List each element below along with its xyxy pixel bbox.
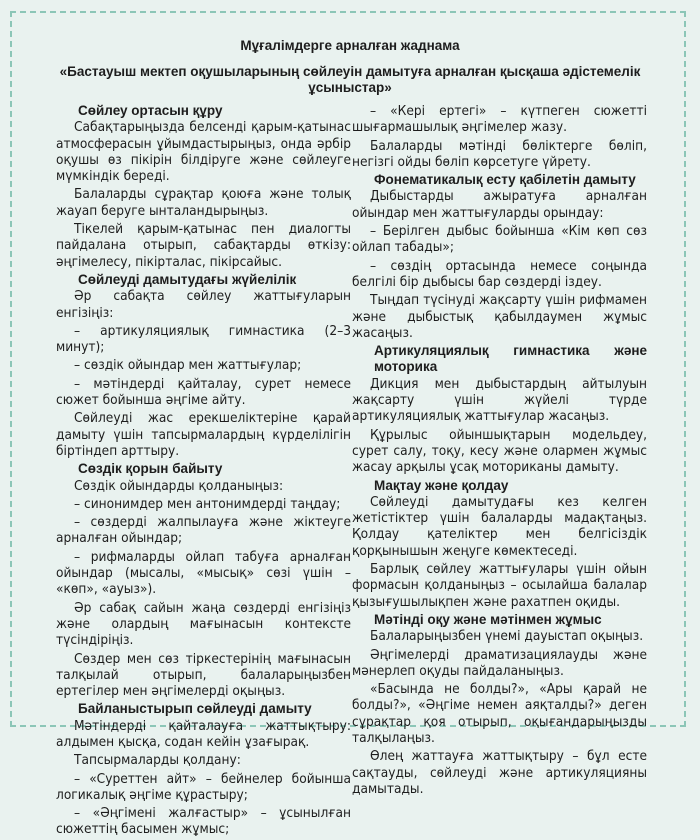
list-item: – сөздік ойындар мен жаттығулар;	[74, 357, 302, 374]
memo-title: Мұғалімдерге арналған жаднама	[240, 38, 460, 53]
paragraph: Тапсырмаларды қолдану:	[74, 752, 241, 769]
list-item: – Берілген дыбыс бойынша «Кім көп сөз ойлап табады»;	[352, 223, 647, 256]
section-heading: Фонематикалық есту қабілетін дамыту	[374, 172, 636, 188]
paragraph: Балаларыңызбен үнемі дауыстап оқыңыз.	[370, 628, 644, 645]
right-column	[352, 103, 647, 799]
paragraph: Тыңдап түсінуді жақсарту үшін рифмамен және дыбыстық қабылдаумен жұмыс жасаңыз.	[352, 292, 647, 341]
paragraph: Сабақтарыңызда белсенді қарым-қатынас атмосферасын ұйымдастырыңыз, онда әрбір оқушы өз пікірін білдіруге және сөйлеуге мүмкіндік береді.	[56, 119, 351, 185]
paragraph: Тікелей қарым-қатынас пен диалогты пайдалана отырып, сабақтарды өткізу: әңгімелесу, пікірталас, пікірсайыс.	[56, 221, 351, 270]
list-item: – рифмаларды ойлап табуға арналған ойындар (мысалы, «мысық» сөзі үшін – «көп», «ауыз»).	[56, 548, 351, 598]
section-heading: Артикуляциялық гимнастика және моторика	[374, 343, 647, 375]
paragraph: Балаларды мәтінді бөліктерге бөліп, негізгі ойды бөліп көрсетуге үйрету.	[352, 137, 647, 170]
paragraph: Құрылыс ойыншықтарын модельдеу, сурет салу, тоқу, кесу және олармен жұмыс жасау арқылы ұсақ моториканы дамыту.	[352, 426, 647, 476]
paragraph: Сөздік ойындарды қолданыңыз:	[74, 477, 284, 494]
paragraph: Әр сабақта сөйлеу жаттығуларын енгізіңіз:	[56, 288, 351, 321]
paragraph: Өлең жаттауға жаттықтыру – бұл есте сақтауды, сөйлеуді және артикуляцияны дамытады.	[352, 748, 647, 797]
section-heading: Мақтау және қолдау	[374, 477, 509, 493]
paragraph: Дикция мен дыбыстардың айтылуын жақсарту үшін жүйелі түрде артикуляциялық жаттығулар жасаңыз.	[352, 375, 647, 425]
paragraph: Балаларды сұрақтар қоюға және толық жауап беруге ынталандырыңыз.	[56, 186, 351, 219]
section-heading: Байланыстырып сөйлеуді дамыту	[78, 701, 312, 717]
paragraph: Дыбыстарды ажыратуға арналған ойындар мен жаттығуларды орындау:	[352, 188, 647, 221]
paragraph: Әңгімелерді драматизациялауды және мәнерлеп оқуды пайдаланыңыз.	[352, 646, 647, 679]
list-item: – «Кері ертегі» – күтпеген сюжетті шығармашылық әңгімелер жазу.	[352, 103, 647, 136]
section-heading: Мәтінді оқу және мәтінмен жұмыс	[374, 611, 602, 627]
left-column	[56, 103, 351, 840]
list-item: – мәтіндерді қайталау, сурет немесе сюжет бойынша әңгіме айту.	[56, 375, 351, 409]
section-heading: Сөйлеуді дамытудағы жүйелілік	[78, 271, 297, 287]
section-heading: Сөздік қорын байыту	[78, 461, 223, 477]
section-heading: Сөйлеу ортасын құру	[78, 103, 223, 118]
memo-subtitle: «Бастауыш мектеп оқушыларының сөйлеуін дамытуға арналған қысқаша әдістемелік ұсыныстар»	[59, 64, 641, 95]
list-item: – артикуляциялық гимнастика (2–3 минут);	[56, 322, 351, 356]
paragraph: Сөйлеуді дамытудағы кез келген жетістіктер үшін балаларды мадақтаңыз. Қолдау қателіктер мен белгісіздік қорқынышын жеңуге көмектеседі.	[352, 493, 647, 559]
list-item: – сөздің ортасында немесе соңында белгілі бір дыбысы бар сөздерді іздеу.	[352, 257, 647, 290]
paragraph: Әр сабақ сайын жаңа сөздерді енгізіңіз және олардың мағынасын контексте түсіндіріңіз.	[56, 599, 351, 649]
paragraph: Барлық сөйлеу жаттығулары үшін ойын формасын қолданыңыз – осылайша балалар қызығушылықпен және рахатпен оқиды.	[352, 561, 647, 610]
list-item: – «Суреттен айт» – бейнелер бойынша логикалық әңгіме құрастыру;	[56, 770, 351, 803]
paragraph: Мәтіндерді қайталауға жаттықтыру: алдымен қысқа, содан кейін ұзағырақ.	[56, 717, 351, 750]
list-item: – сөздерді жалпылауға және жіктеуге арналған ойындар;	[56, 514, 351, 547]
paragraph: Сөйлеуді жас ерекшеліктеріне қарай дамыту үшін тапсырмалардың күрделілігін біртіндеп арттыру.	[56, 410, 351, 459]
list-item: – синонимдер мен антонимдерді таңдау;	[74, 495, 341, 512]
paragraph: «Басында не болды?», «Ары қарай не болды?», «Әңгіме немен аяқталды?» деген сұрақтар қоя отырып, оқығандарыңызды талқылаңыз.	[352, 681, 647, 746]
list-item: – «Әңгімені жалғастыр» – ұсынылған сюжеттің басымен жұмыс;	[56, 805, 351, 838]
paragraph: Сөздер мен сөз тіркестерінің мағынасын талқылай отырып, балаларыңызбен ертегілер мен әңгімелерді оқыңыз.	[56, 650, 351, 700]
